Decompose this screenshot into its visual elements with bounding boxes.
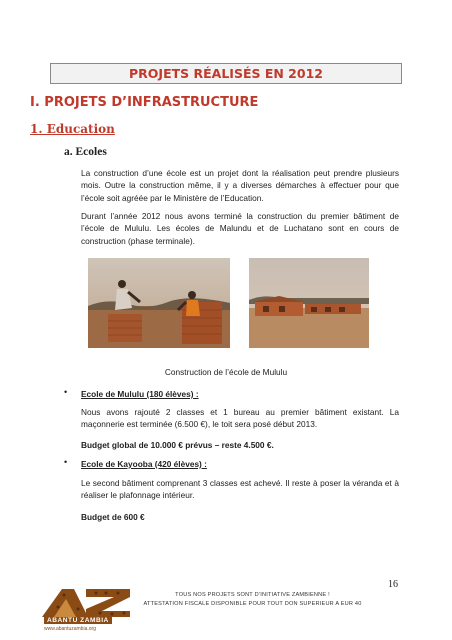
section-banner: PROJETS RÉALISÉS EN 2012 xyxy=(50,63,402,84)
bullet-icon: • xyxy=(64,387,68,397)
heading-ecoles: a. Ecoles xyxy=(64,146,107,158)
construction-photo-workers xyxy=(88,258,230,348)
bullet-text-kayooba: Le second bâtiment comprenant 3 classes est achevé. Il reste à poser la véranda et à réaliser le plafonnage intérieur. xyxy=(81,478,399,501)
bullet-title-kayooba: Ecole de Kayooba (420 élèves) : xyxy=(81,459,207,469)
bullet-text-mululu: Nous avons rajouté 2 classes et 1 bureau au premier bâtiment existant. La maçonnerie est terminée (6.500 €), le toit sera posé début 2013. xyxy=(81,407,399,430)
budget-mululu: Budget global de 10.000 € prévus – reste 4.500 €. xyxy=(81,440,274,450)
footer-line-2: ATTESTATION FISCALE DISPONIBLE POUR TOUT DON SUPERIEUR A EUR 40 xyxy=(143,601,362,607)
heading-infrastructure: I. PROJETS D’INFRASTRUCTURE xyxy=(30,95,259,110)
logo-url: www.abantuzambia.org xyxy=(44,626,96,632)
logo-name: ABANTU ZAMBIA xyxy=(44,617,112,624)
bullet-title-mululu: Ecole de Mululu (180 élèves) : xyxy=(81,389,199,399)
school-building-photo xyxy=(249,258,369,348)
heading-education: 1. Education xyxy=(30,122,115,136)
page-number: 16 xyxy=(388,579,398,590)
footer-line-1: TOUS NOS PROJETS SONT D’INITIATIVE ZAMBIENNE ! xyxy=(175,592,330,598)
photo-caption: Construction de l’école de Mululu xyxy=(164,367,288,377)
paragraph-2012: Durant l’année 2012 nous avons terminé la construction du premier bâtiment de l’école de Mululu. Les écoles de Malundu et de Luchatano sont en cours de construction (phase terminale). xyxy=(81,211,399,246)
paragraph-intro: La construction d’une école est un projet dont la réalisation peut prendre plusieurs mois. Outre la construction même, il y a diverses démarches à effectuer pour que l’école soit agréée par le Ministère de l’Education. xyxy=(81,168,399,203)
budget-kayooba: Budget de 600 € xyxy=(81,512,145,522)
bullet-icon: • xyxy=(64,457,68,467)
